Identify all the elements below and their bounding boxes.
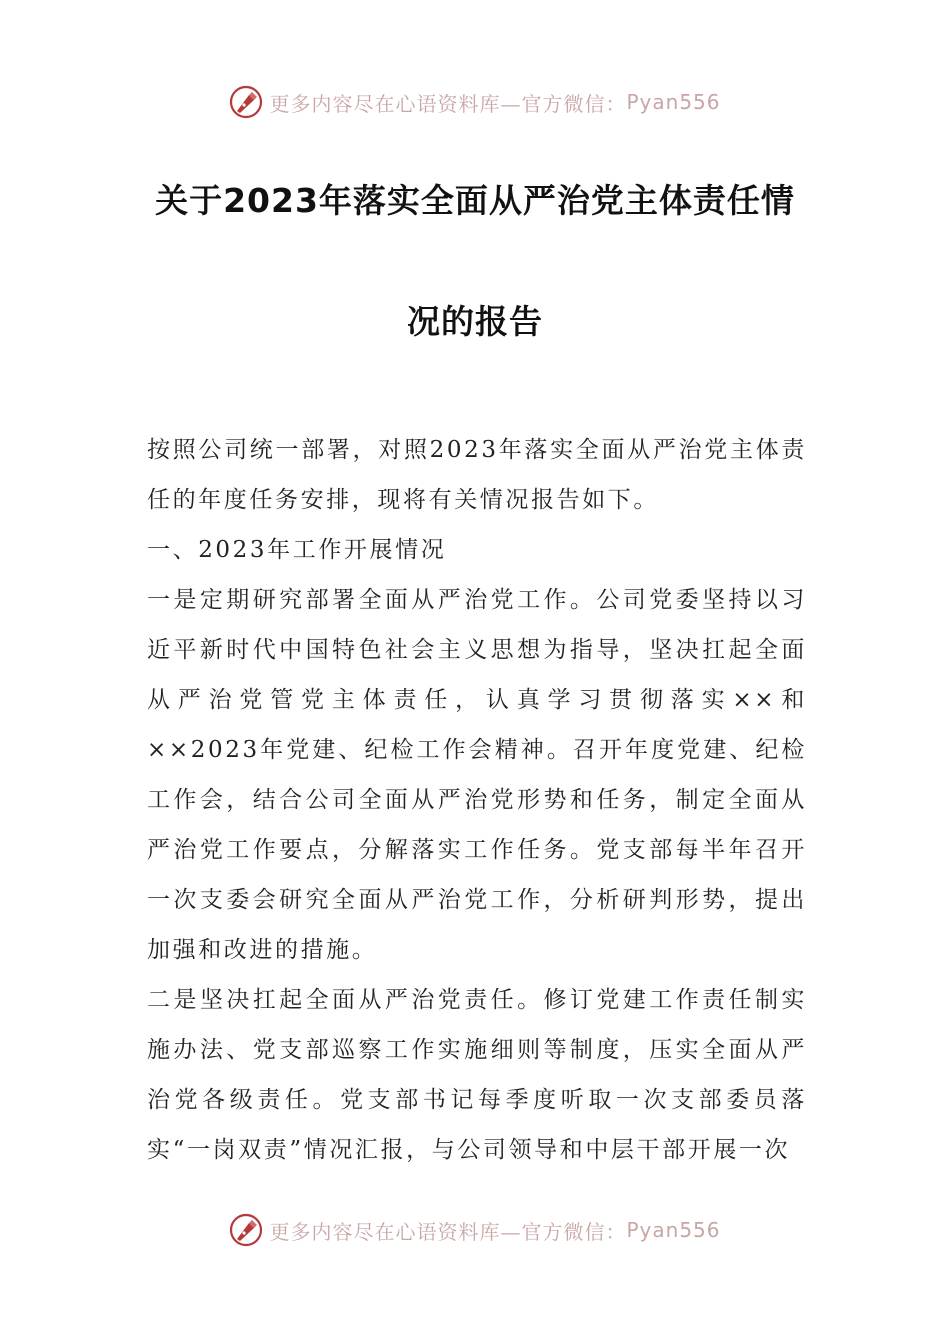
watermark-wechat-id: Pyan556 (626, 1218, 721, 1242)
pen-nib-icon (229, 1213, 263, 1247)
watermark-header (0, 82, 950, 122)
document-title-line-2: 况的报告 (407, 302, 543, 341)
document-body (147, 425, 807, 1175)
section-heading: 一、2023年工作开展情况 (147, 537, 447, 563)
paragraph-intro: 按照公司统一部署，对照2023年落实全面从严治党主体责任的年度任务安排，现将有关情况报告如下。 (147, 437, 807, 513)
pen-nib-icon (229, 85, 263, 119)
watermark-text: 更多内容尽在心语资料库—官方微信： (269, 1219, 627, 1244)
paragraph-first-point: 一是定期研究部署全面从严治党工作。公司党委坚持以习近平新时代中国特色社会主义思想为指导，坚决扛起全面从严治党管党主体责任，认真学习贯彻落实××和××2023年党建、纪检工作会精神。召开年度党建、纪检工作会，结合公司全面从严治党形势和任务，制定全面从严治党工作要点，分解落实工作任务。党支部每半年召开一次支委会研究全面从严治党工作，分析研判形势，提出加强和改进的措施。 (147, 587, 807, 963)
watermark-footer (0, 1210, 950, 1250)
paragraph-second-point: 二是坚决扛起全面从严治党责任。修订党建工作责任制实施办法、党支部巡察工作实施细则等制度，压实全面从严治党各级责任。党支部书记每季度听取一次支部委员落实“一岗双责”情况汇报，与公司领导和中层干部开展一次 (147, 987, 807, 1163)
watermark-wechat-id: Pyan556 (626, 90, 721, 114)
watermark-text: 更多内容尽在心语资料库—官方微信： (269, 91, 627, 116)
document-title-line-1: 关于2023年落实全面从严治党主体责任情 (155, 181, 795, 220)
